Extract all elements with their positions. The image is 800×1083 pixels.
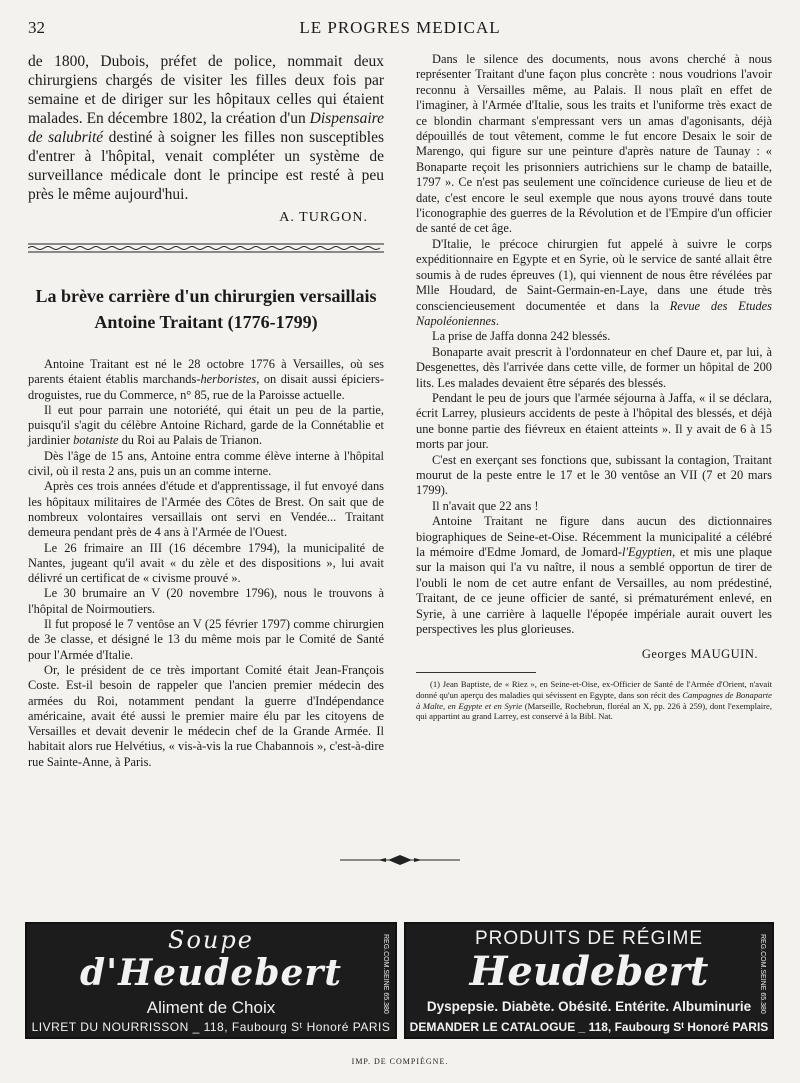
journal-title: LE PROGRES MEDICAL [299,18,501,37]
paragraph: Bonaparte avait prescrit à l'ordonnateur en chef Daure et, par lui, à Desgenettes, dès l'arrivée dans cette ville, de former un hôpital de 200 lits. Les malades devaient être séparés des blessés. [416,344,772,390]
ad-script-line: Soupe [168,926,254,954]
paragraph: Antoine Traitant est né le 28 octobre 1776 à Versailles, où ses parents étaient établis marchands-herboristes, on disait aussi épiciers-droguistes, rue du Commerce, n° 85, rue de la Paroisse actuelle. [28,357,384,402]
page-number: 32 [28,18,45,37]
paragraph: Le 26 frimaire an III (16 décembre 1794), la municipalité de Nantes, jugeant qu'il avait « du zèle et des dispositions », lui avait délivré un certificat de « civisme prouvé ». [28,540,384,586]
ad-conditions: Dyspepsie. Diabète. Obésité. Entérite. Albuminurie [426,999,752,1014]
paragraph: Dans le silence des documents, nous avons cherché à nous représenter Traitant d'une façon plus concrète : nous voudrions l'avoir reconnu à Versailles même, au Palais. Il nous plaît en effet de l'imaginer, à l'Armée d'Italie, sous les traits et l'uniforme très exact de ce blondin charmant s'empressant vers un amas d'agonisants, déjà dépouillés de tout vêtement, comme le fut encore Desaix le soir de Marengo, qui figure sur une peinture d'après nature de Taunay : « Bonaparte reçoit les prisonniers autrichiens sur le champ de bataille, 1797 ». Ce n'est pas seulement une coïncidence curieuse de lieu et de date, c'est encore le seul exemple que nous ayons trouvé dans toute l'iconographie des guerres de la Révolution et de l'Empire d'un officier de santé de cet âge. [416,52,772,236]
paragraph: Or, le président de ce très important Comité était Jean-François Coste. Est-il besoin de rappeler que l'ancien premier médecin des armées du Roi, notamment pendant la guerre d'Indépendance américaine, avait été aussi le premier maire élu par les citoyens de Versailles et devait devenir le médecin chef de la Grande Armée. Il habitait alors rue Helvétius, « vis-à-vis la rue Chabannois », c'est-à-dire rue Sainte-Anne, à Paris. [28,662,384,769]
paragraph: D'Italie, le précoce chirurgien fut appelé à suivre le corps expéditionnaire en Egypte et en Syrie, où le service de santé allait être soumis à de rudes épreuves (1), qui viennent de nous être révélées par Mlle Houdard, de Saint-Germain-en-Laye, dans une étude très consciencieusement documentée et dans la Revue des Etudes Napoléoniennes. [416,236,772,328]
ad-brand: d'Heudebert [79,952,343,994]
left-column [28,52,384,770]
ad-tagline: Aliment de Choix [146,998,276,1017]
ad-heading: PRODUITS DE RÉGIME [474,928,704,949]
paragraph: Après ces trois années d'étude et d'apprentissage, il fut envoyé dans les hôpitaux militaires de l'Armée des Côtes de Brest. On sait que de nombreux volontaires versaillais ont servi en Vendée... Traitant demeura pendant près de 4 ans à l'Armée de l'Ouest. [28,479,384,540]
ad-address: LIVRET DU NOURRISSON _ 118, Faubourg Sᵗ Honoré PARIS [31,1020,391,1034]
advertisement-soupe-heudebert [25,922,397,1039]
paragraph: La prise de Jaffa donna 242 blessés. [432,329,611,344]
paragraph: Le 30 brumaire an V (20 novembre 1796), nous le trouvons à l'hôpital de Noirmoutiers. [28,586,384,616]
ad-brand: Heudebert [469,948,709,995]
article-body-left [28,357,384,770]
paragraph: Dès l'âge de 15 ans, Antoine entra comme élève interne à l'hôpital civil, où il resta 2 ans, puis un an comme interne. [28,448,384,479]
footnote-rule [416,672,536,673]
page-header [28,16,772,40]
ornament-divider [340,853,460,867]
article-body-right [416,52,772,637]
ad-registration: REG.COM.SEINE 65.380 [382,934,389,1014]
wavy-separator [28,242,384,254]
ad-address: DEMANDER LE CATALOGUE _ 118, Faubourg Sᵗ Honoré PARIS [409,1020,769,1034]
paragraph: Il n'avait que 22 ans ! [432,498,539,513]
article-title: La brève carrière d'un chirurgien versaillais Antoine Traitant (1776-1799) [35,286,377,332]
advertisement-produits-regime [404,922,774,1039]
previous-article-author: A. TURGON. [279,210,368,225]
footnote: (1) Jean Baptiste, de « Riez », en Seine-et-Oise, ex-Officier de Santé de l'Armée d'Orient, n'avait donné qu'un aperçu des maladies qui sévissent en Egypte, dans son récit des Campagnes de Bonaparte à Malte, en Egypte et en Syrie (Marseille, Rochebrun, floréal an X, pp. 226 à 259), dont l'exemplaire, qui appartint au grand Larrey, est conservé à la Bibl. Nat. [416,679,772,722]
paragraph: Il fut proposé le 7 ventôse an V (25 février 1797) comme chirurgien de 3e classe, et désigné le 13 du même mois par le Comité de Santé pour l'Armée d'Italie. [28,617,384,662]
previous-article-paragraph: de 1800, Dubois, préfet de police, nommait deux chirurgiens chargés de visiter les filles deux fois par semaine et de diriger sur les hôpitaux celles qui étaient malades. En décembre 1802, la création d'un Dispensaire de salubrité destiné à soigner les filles non susceptibles d'entrer à l'hôpital, venait compléter un système de surveillance médicale dont le principe est resté à peu près le même aujourd'hui. [28,53,385,203]
paragraph: Antoine Traitant ne figure dans aucun des dictionnaires biographiques de Seine-et-Oise. Récemment la municipalité a célébré la mémoire d'Edme Jomard, de Jomard-l'Egyptien, et mis une plaque sur la maison qui l'a vu naître, il nous a semblé opportun de tirer de l'oubli le nom de cet autre enfant de Versailles, au nom prédestiné, Traitant, de ce jeune officier de santé, si prématurément enlevé, en Syrie, à une carrière à laquelle l'épopée impériale aurait ouvert les perspectives les plus glorieuses. [416,514,772,637]
printer-imprint: IMP. DE COMPIÈGNE. [351,1057,449,1066]
paragraph: Il eut pour parrain une notoriété, qui était un peu de la partie, puisqu'il s'agit du célèbre Antoine Richard, garde de la Connétablie et jardinier botaniste du Roi au Palais de Trianon. [28,402,384,448]
paragraph: C'est en exerçant ses fonctions que, subissant la contagion, Traitant mourut de la peste entre le 17 et le 30 ventôse an VII (7 et 20 mars 1799). [416,452,772,498]
ad-registration: REG.COM.SEINE 65.380 [759,934,766,1014]
previous-article-end [28,52,384,226]
paragraph: Pendant le peu de jours que l'armée séjourna à Jaffa, « il se déclara, écrit Larrey, plusieurs accidents de peste à l'hôpital des blessés, et déjà une bonne partie des fiévreux en étaient atteints ». Il y avait de 6 à 15 morts par jour. [416,390,772,452]
article-author: Georges MAUGUIN. [641,647,758,662]
right-column [416,52,772,722]
